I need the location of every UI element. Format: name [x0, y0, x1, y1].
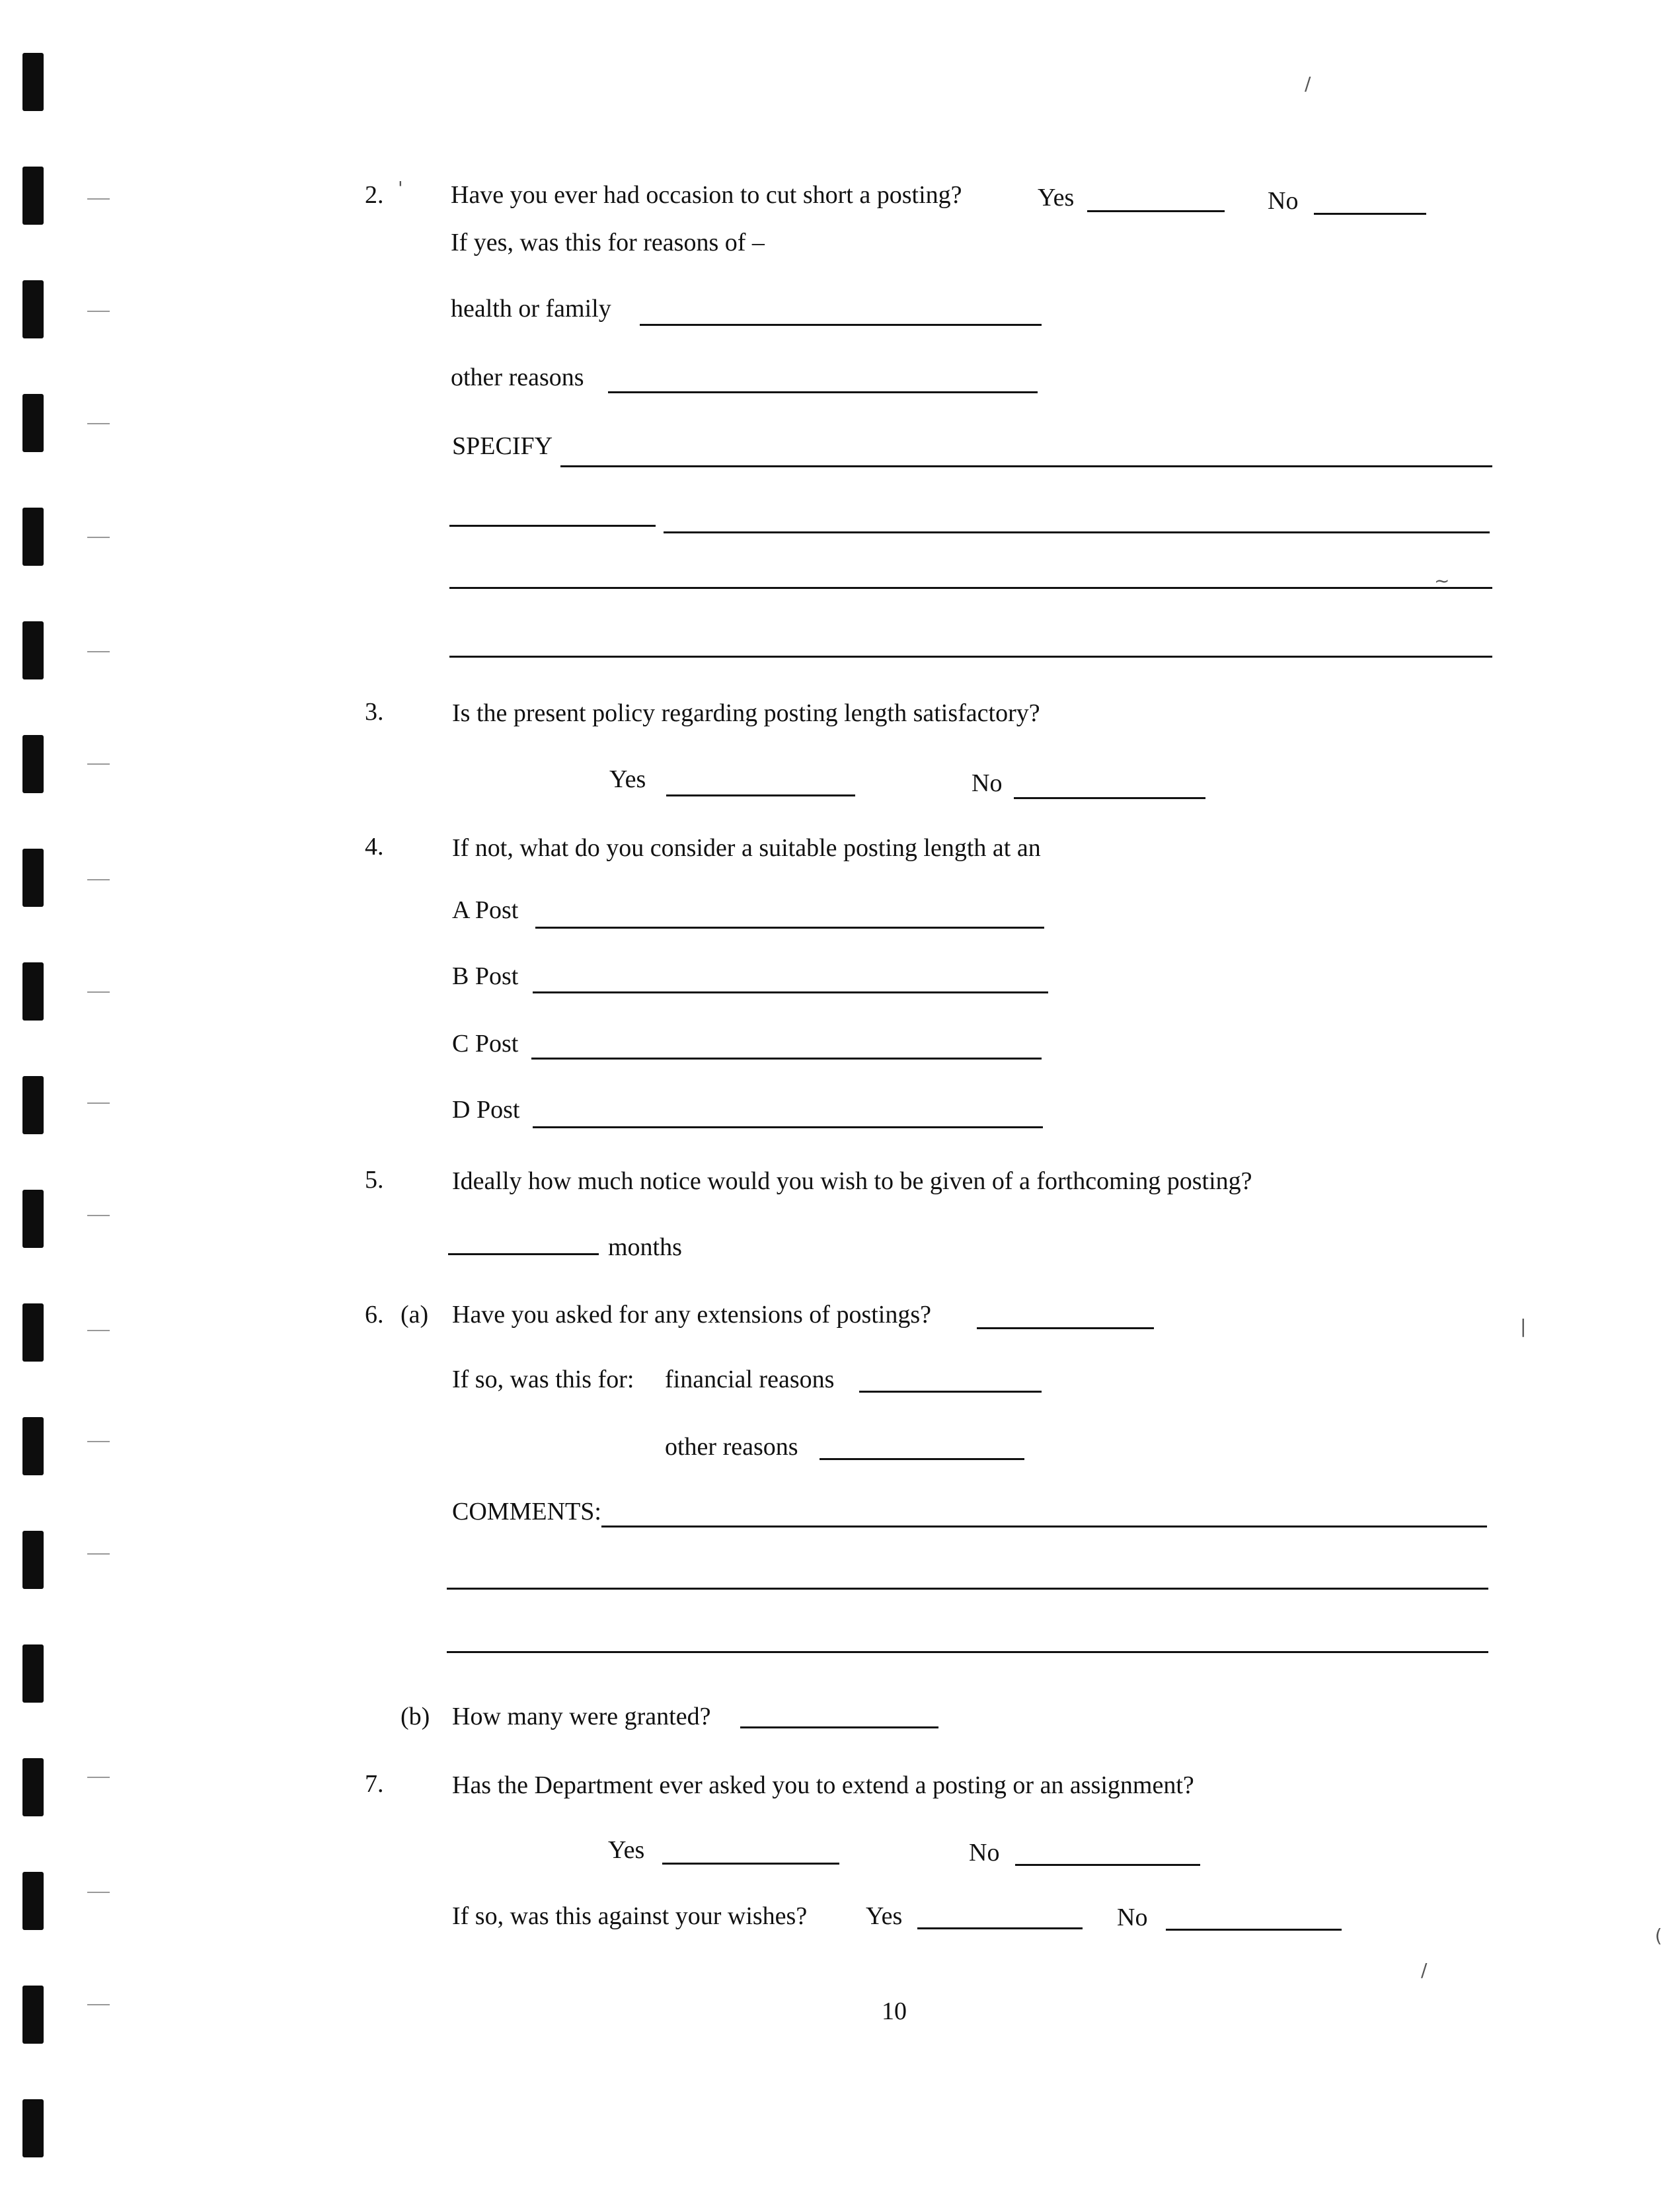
part-a-label: (a) [401, 1301, 429, 1329]
question-number: 4. [365, 833, 384, 861]
no-label: No [969, 1839, 1000, 1867]
scan-speck: ( [1655, 1925, 1662, 1947]
no-answer-field[interactable] [1314, 213, 1426, 215]
financial-reasons-label: financial reasons [665, 1366, 835, 1393]
a-post-label: A Post [452, 896, 519, 924]
d-post-label: D Post [452, 1096, 520, 1124]
question-text: If not, what do you consider a suitable posting length at an [452, 834, 1041, 862]
yes-label: Yes [609, 765, 646, 793]
scan-speck: ' [398, 177, 403, 199]
comments-field[interactable] [601, 1526, 1487, 1527]
specify-line-2b[interactable] [664, 531, 1490, 533]
months-label: months [608, 1233, 682, 1261]
yes-answer-field-2[interactable] [917, 1927, 1083, 1929]
followup-text: If so, was this against your wishes? [452, 1902, 808, 1930]
extensions-asked-field[interactable] [977, 1327, 1154, 1329]
no-answer-field-2[interactable] [1166, 1929, 1342, 1931]
if-so-label: If so, was this for: [452, 1366, 634, 1393]
financial-reasons-field[interactable] [859, 1391, 1042, 1393]
question-number: 5. [365, 1166, 384, 1194]
b-post-label: B Post [452, 962, 519, 990]
comments-label: COMMENTS: [452, 1498, 601, 1526]
specify-line-4[interactable] [449, 656, 1492, 658]
yes-answer-field[interactable] [666, 794, 855, 796]
other-reasons-field[interactable] [608, 391, 1038, 393]
specify-label: SPECIFY [452, 432, 553, 460]
no-label: No [1268, 187, 1299, 215]
c-post-field[interactable] [531, 1058, 1042, 1060]
other-reasons-label: other reasons [665, 1433, 798, 1461]
health-family-field[interactable] [640, 324, 1042, 326]
yes-label-2: Yes [866, 1902, 903, 1930]
other-reasons-field[interactable] [820, 1458, 1024, 1460]
no-label: No [972, 769, 1003, 797]
b-post-field[interactable] [533, 991, 1048, 993]
yes-label: Yes [1038, 184, 1075, 212]
specify-line-2a[interactable] [449, 525, 656, 527]
other-reasons-label: other reasons [451, 364, 584, 391]
question-number: 3. [365, 698, 384, 726]
followup-text: If yes, was this for reasons of – [451, 229, 765, 256]
question-text: Is the present policy regarding posting length satisfactory? [452, 699, 1040, 727]
scan-speck: | [1520, 1315, 1527, 1337]
question-text: Has the Department ever asked you to extend a posting or an assignment? [452, 1771, 1194, 1799]
question-text: Ideally how much notice would you wish to be given of a forthcoming posting? [452, 1167, 1252, 1195]
question-text: Have you ever had occasion to cut short a posting? [451, 181, 962, 209]
no-answer-field[interactable] [1015, 1864, 1200, 1866]
page-number: 10 [882, 1997, 907, 2025]
health-family-label: health or family [451, 295, 611, 323]
d-post-field[interactable] [533, 1126, 1043, 1128]
c-post-label: C Post [452, 1030, 519, 1058]
yes-answer-field[interactable] [662, 1863, 839, 1865]
specify-field[interactable] [560, 465, 1492, 467]
question-number: 6. [365, 1301, 384, 1329]
comments-line-3[interactable] [447, 1651, 1488, 1653]
months-field[interactable] [448, 1253, 599, 1255]
question-number: 7. [365, 1770, 384, 1798]
specify-line-3[interactable] [449, 587, 1492, 589]
yes-label: Yes [608, 1836, 645, 1864]
part-b-label: (b) [401, 1703, 430, 1730]
question-a-text: Have you asked for any extensions of postings? [452, 1301, 932, 1329]
scan-speck: ~ [1434, 570, 1450, 592]
question-b-text: How many were granted? [452, 1703, 711, 1730]
comments-line-2[interactable] [447, 1588, 1488, 1590]
question-number: 2. [365, 181, 384, 209]
a-post-field[interactable] [535, 927, 1044, 929]
yes-answer-field[interactable] [1087, 210, 1225, 212]
scan-speck: / [1421, 1959, 1428, 1981]
no-label-2: No [1117, 1904, 1148, 1931]
no-answer-field[interactable] [1014, 797, 1205, 799]
scan-speck: / [1305, 73, 1311, 95]
granted-field[interactable] [740, 1726, 938, 1728]
